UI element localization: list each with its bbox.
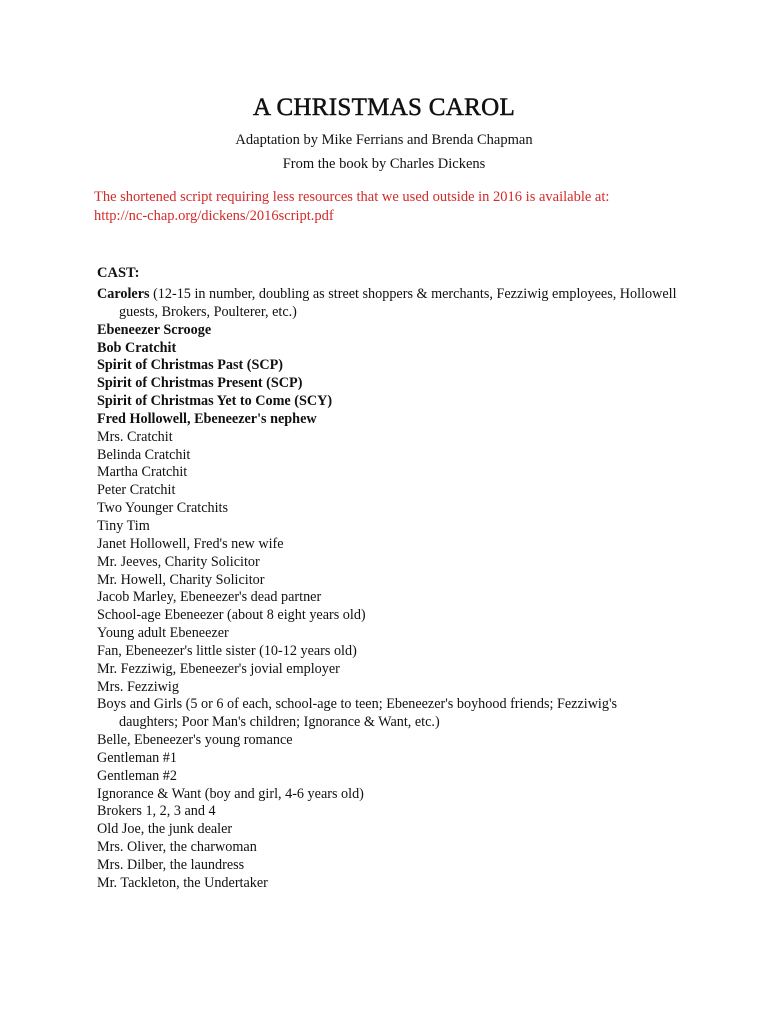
cast-detail: Brokers 1, 2, 3 and 4 [97,803,216,820]
cast-item [97,500,677,518]
document-title: A CHRISTMAS CAROL [252,94,516,121]
cast-item [97,536,677,554]
cast-item [97,786,677,804]
notice-text: The shortened script requiring less resources that we used outside in 2016 is available at: [94,189,610,205]
cast-item [97,875,677,893]
cast-name: Ebeneezer Scrooge [97,321,212,338]
cast-item [97,572,677,590]
cast-item [97,447,677,465]
script-notice [94,188,714,226]
cast-detail: Mr. Howell, Charity Solicitor [97,571,265,588]
cast-detail: Jacob Marley, Ebeneezer's dead partner [97,589,322,606]
cast-item [97,589,677,607]
cast-detail: Peter Cratchit [97,482,176,499]
cast-detail: School-age Ebeneezer (about 8 eight years old) [97,607,366,624]
source-credit: From the book by Charles Dickens [282,156,486,172]
cast-detail: Gentleman #2 [97,767,177,784]
cast-item [97,750,677,768]
cast-item [97,518,677,536]
cast-detail: Mr. Jeeves, Charity Solicitor [97,553,260,570]
cast-item [97,625,677,643]
cast-detail: Tiny Tim [97,517,150,534]
cast-item [97,340,677,358]
cast-item [97,482,677,500]
cast-item [97,839,677,857]
cast-item [97,393,677,411]
cast-item [97,768,677,786]
cast-detail: Mr. Fezziwig, Ebeneezer's jovial employer [97,660,340,677]
cast-item [97,322,677,340]
cast-detail: Belle, Ebeneezer's young romance [97,732,293,749]
adaptation-credit: Adaptation by Mike Ferrians and Brenda Chapman [235,132,533,148]
cast-name: Spirit of Christmas Present (SCP) [97,375,303,392]
cast-item [97,661,677,679]
cast-detail: Ignorance & Want (boy and girl, 4-6 years old) [97,785,364,802]
cast-detail: Mrs. Dilber, the laundress [97,857,245,873]
cast-item [97,554,677,572]
cast-detail: (12-15 in number, doubling as street shoppers & merchants, Fezziwig employees, Hollowell guests, Brokers, Poulterer, etc.) [119,286,677,320]
cast-item [97,696,677,732]
cast-item [97,286,677,322]
cast-list [97,286,677,893]
cast-detail: Old Joe, the junk dealer [97,821,233,838]
cast-item [97,411,677,429]
cast-item [97,643,677,661]
cast-detail: Gentleman #1 [97,749,177,766]
cast-detail: Martha Cratchit [97,464,188,481]
cast-detail: Mrs. Oliver, the charwoman [97,839,257,856]
cast-name: Spirit of Christmas Past (SCP) [97,357,284,374]
cast-detail: Boys and Girls (5 or 6 of each, school-age to teen; Ebeneezer's boyhood friends; Fezziwig's daughters; Poor Man's children; Ignorance & Want, etc.) [97,696,618,731]
cast-item [97,464,677,482]
cast-detail: Belinda Cratchit [97,446,191,463]
cast-detail: Young adult Ebeneezer [97,625,229,642]
cast-item [97,375,677,393]
cast-item [97,821,677,839]
cast-item [97,732,677,750]
cast-detail: Mrs. Cratchit [97,428,173,445]
cast-name: Spirit of Christmas Yet to Come (SCY) [97,393,333,410]
cast-name: Bob Cratchit [97,339,177,356]
cast-item [97,429,677,447]
cast-item [97,679,677,697]
cast-item [97,803,677,821]
cast-name: Carolers [97,286,150,302]
cast-detail: Janet Hollowell, Fred's new wife [97,535,284,552]
cast-name: Fred Hollowell, Ebeneezer's nephew [97,410,317,427]
cast-detail: Fan, Ebeneezer's little sister (10-12 years old) [97,642,357,659]
cast-detail: Mrs. Fezziwig [97,678,179,695]
cast-detail: Mr. Tackleton, the Undertaker [97,874,268,891]
cast-detail: Two Younger Cratchits [97,500,229,517]
cast-item [97,607,677,625]
cast-item [97,357,677,375]
script-url-link[interactable]: http://nc-chap.org/dickens/2016script.pdf [94,208,334,224]
cast-item [97,857,677,875]
cast-heading: CAST: [97,265,140,281]
